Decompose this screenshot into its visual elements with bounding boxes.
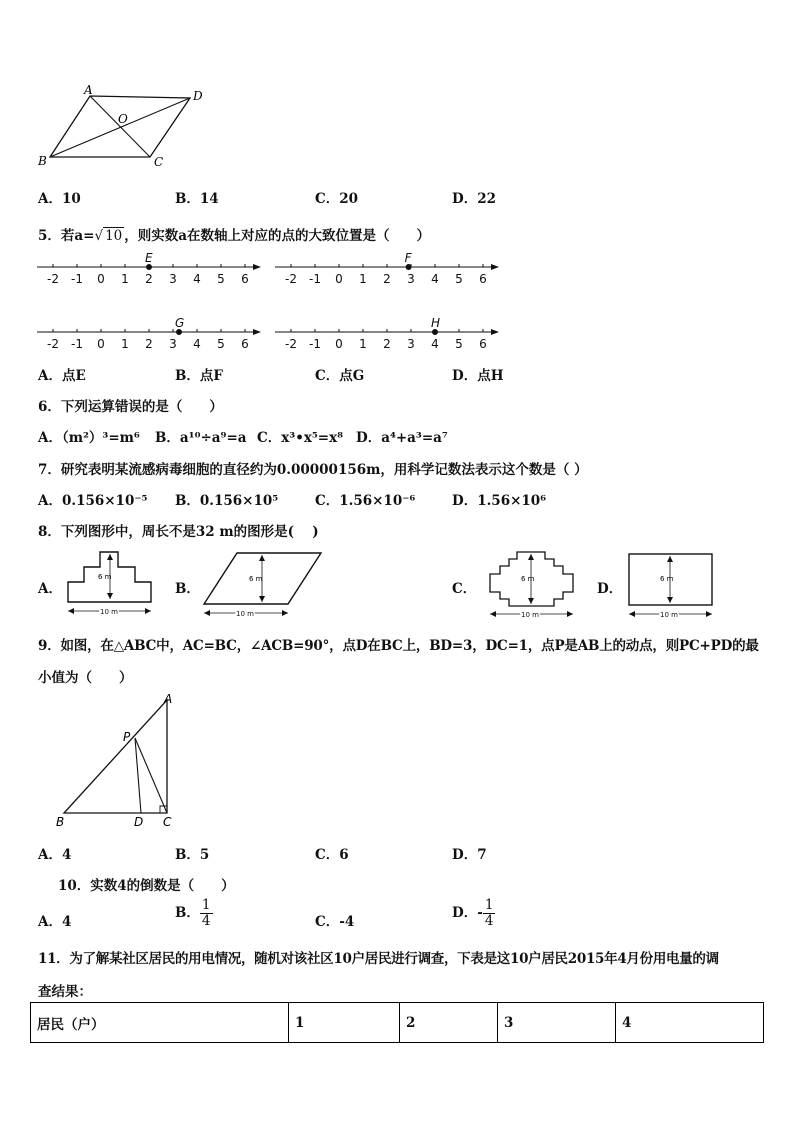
vertex-c-label: C	[163, 815, 172, 829]
vertex-c-label: C	[154, 155, 164, 169]
q8-option-b-letter: B．	[175, 581, 200, 597]
q10-b-denominator: 4	[201, 912, 211, 929]
number-line-tick-label: -2	[47, 272, 59, 286]
number-line-tick-label: 0	[97, 272, 105, 286]
number-line-tick-label: 1	[359, 337, 367, 351]
number-line-tick-label: 3	[169, 337, 177, 351]
number-line-tick-label: 2	[145, 337, 153, 351]
q8-option-d-letter: D．	[597, 581, 623, 597]
vertex-d-label: D	[193, 89, 203, 103]
number-line-tick-label: 4	[193, 272, 201, 286]
q8-figure-a-stepped-shape	[60, 547, 160, 622]
q10-option-d	[452, 898, 495, 929]
number-line-tick-label: 5	[455, 272, 463, 286]
number-line-tick-label: 3	[407, 272, 415, 286]
q9-option-d: D．7	[452, 847, 487, 863]
q6-option-b: B．a¹⁰÷a⁹=a	[155, 430, 247, 446]
q10-d-denominator: 4	[484, 912, 494, 929]
number-line-point-label: F	[404, 252, 412, 265]
vertex-b-label: B	[56, 815, 65, 829]
number-line-point-label: E	[145, 252, 153, 265]
q6-stem: 6．下列运算错误的是（ ）	[38, 399, 223, 415]
q10-d-numerator: 1	[484, 897, 494, 913]
number-line-tick-label: 1	[121, 272, 129, 286]
table-row	[31, 1003, 764, 1043]
q8a-height-label: 6 m	[98, 573, 112, 581]
q6-option-d: D．a⁴+a³=a⁷	[356, 430, 448, 446]
number-line-tick-label: -2	[285, 337, 297, 351]
vertex-a-label: A	[84, 83, 93, 97]
q10-option-a: A．4	[38, 914, 72, 930]
number-line-tick-label: 3	[169, 272, 177, 286]
number-line-tick-label: 2	[145, 272, 153, 286]
number-line-tick-label: 3	[407, 337, 415, 351]
table-cell: 3	[498, 1003, 616, 1043]
number-line-tick-label: 0	[335, 272, 343, 286]
number-line-tick-label: 1	[359, 272, 367, 286]
q4-option-a: A．10	[38, 191, 81, 207]
number-line-arrow	[253, 329, 261, 335]
q4-option-b: B．14	[175, 191, 219, 207]
number-line-tick-label: 5	[455, 337, 463, 351]
q9-stem-line2: 小值为（ ）	[38, 670, 133, 686]
number-line-g	[35, 317, 265, 357]
q11-data-table	[30, 1002, 764, 1043]
number-line-tick-label: -1	[71, 272, 83, 286]
q9-option-a: A．4	[38, 847, 72, 863]
number-line-tick-label: 6	[241, 337, 249, 351]
q4-option-d: D．22	[452, 191, 496, 207]
number-line-arrow	[253, 264, 261, 270]
number-line-tick-label: 4	[431, 272, 439, 286]
q5-radicand: 10	[105, 228, 123, 244]
vertex-b-label: B	[38, 154, 47, 168]
number-line-tick-label: 1	[121, 337, 129, 351]
table-header-cell: 居民（户）	[31, 1003, 289, 1043]
q10-option-b	[175, 898, 213, 929]
number-line-tick-label: 4	[431, 337, 439, 351]
number-line-tick-label: -2	[47, 337, 59, 351]
q7-stem: 7．研究表明某流感病毒细胞的直径约为0.00000156m，用科学记数法表示这个数是（ ）	[38, 462, 588, 478]
number-line-f	[273, 252, 503, 292]
q5-option-c: C．点G	[315, 368, 365, 384]
q11-stem-line1: 11．为了解某社区居民的用电情况，随机对该社区10户居民进行调查，下表是这10户居民2015年4月份用电量的调	[38, 951, 719, 967]
q9-triangle-figure	[50, 690, 190, 830]
center-o-label: O	[118, 112, 128, 126]
q8b-height-label: 6 m	[249, 575, 263, 583]
q8-figure-d-rectangle	[624, 548, 719, 624]
number-line-tick-label: 6	[241, 272, 249, 286]
q5-option-a: A．点E	[38, 368, 86, 384]
q8-option-a-letter: A．	[38, 581, 62, 597]
number-line-h	[273, 317, 503, 357]
number-line-tick-label: -2	[285, 272, 297, 286]
q10-b-numerator: 1	[201, 897, 211, 913]
q6-option-a: A．（m²）³=m⁶	[38, 430, 140, 446]
q8b-width-label: 10 m	[236, 610, 254, 618]
diagonal-bd	[50, 98, 190, 157]
table-cell: 4	[616, 1003, 764, 1043]
number-line-tick-label: 5	[217, 337, 225, 351]
number-line-tick-label: 5	[217, 272, 225, 286]
q8-stem: 8．下列图形中，周长不是32 m的图形是( )	[38, 524, 319, 540]
number-line-arrow	[491, 264, 499, 270]
number-line-tick-label: 0	[97, 337, 105, 351]
q7-option-a: A．0.156×10⁻⁵	[38, 493, 148, 509]
q9-stem-line1: 9．如图，在△ABC中，AC=BC，∠ACB=90°，点D在BC上，BD=3，DC=1，点P是AB上的动点，则PC+PD的最	[38, 638, 759, 654]
q6-option-c: C．x³•x⁵=x⁸	[257, 430, 344, 446]
q8d-height-label: 6 m	[660, 575, 674, 583]
table-cell: 2	[400, 1003, 498, 1043]
q8-figure-b-parallelogram	[200, 548, 330, 623]
q8a-width-label: 10 m	[100, 608, 118, 616]
q5-stem: 5．若a=√ 10 ，则实数a在数轴上对应的点的大致位置是（ ）	[38, 228, 430, 244]
number-line-tick-label: 0	[335, 337, 343, 351]
q5-option-b: B．点F	[175, 368, 223, 384]
number-line-tick-label: 6	[479, 337, 487, 351]
number-line-tick-label: 2	[383, 272, 391, 286]
number-line-point-label: H	[431, 317, 441, 330]
q8c-width-label: 10 m	[521, 611, 539, 619]
q7-option-c: C．1.56×10⁻⁶	[315, 493, 416, 509]
q7-option-b: B．0.156×10⁵	[175, 493, 279, 509]
q10-option-c: C．-4	[315, 914, 355, 930]
q9-option-c: C．6	[315, 847, 349, 863]
q5-option-d: D．点H	[452, 368, 504, 384]
table-cell: 1	[289, 1003, 400, 1043]
q8-figure-c-cross-shape	[485, 548, 580, 624]
number-line-tick-label: -1	[309, 337, 321, 351]
number-line-tick-label: -1	[309, 272, 321, 286]
number-line-e	[35, 252, 265, 292]
number-line-point-label: G	[175, 317, 185, 330]
vertex-a-label: A	[164, 692, 173, 706]
number-line-tick-label: -1	[71, 337, 83, 351]
q5-stem-prefix: 5．若a=	[38, 228, 95, 244]
q9-option-b: B．5	[175, 847, 210, 863]
diagonal-ac	[90, 96, 150, 157]
number-line-tick-label: 6	[479, 272, 487, 286]
q8d-width-label: 10 m	[660, 611, 678, 619]
point-d-label: D	[134, 815, 144, 829]
number-line-arrow	[491, 329, 499, 335]
point-p-label: P	[123, 730, 131, 744]
q10-stem: 10．实数4的倒数是（ ）	[58, 878, 235, 894]
number-line-tick-label: 2	[383, 337, 391, 351]
q4-parallelogram-figure	[30, 80, 220, 175]
q10-option-d-prefix: D．-	[452, 904, 483, 921]
q7-option-d: D．1.56×10⁶	[452, 493, 547, 509]
q5-stem-suffix: ，则实数a在数轴上对应的点的大致位置是（ ）	[124, 228, 430, 244]
number-line-tick-label: 4	[193, 337, 201, 351]
q11-stem-line2: 查结果：	[38, 984, 92, 1000]
q10-option-b-prefix: B．	[175, 904, 200, 921]
q4-option-c: C．20	[315, 191, 359, 207]
q8c-height-label: 6 m	[521, 575, 535, 583]
q8-option-c-letter: C．	[452, 581, 477, 597]
